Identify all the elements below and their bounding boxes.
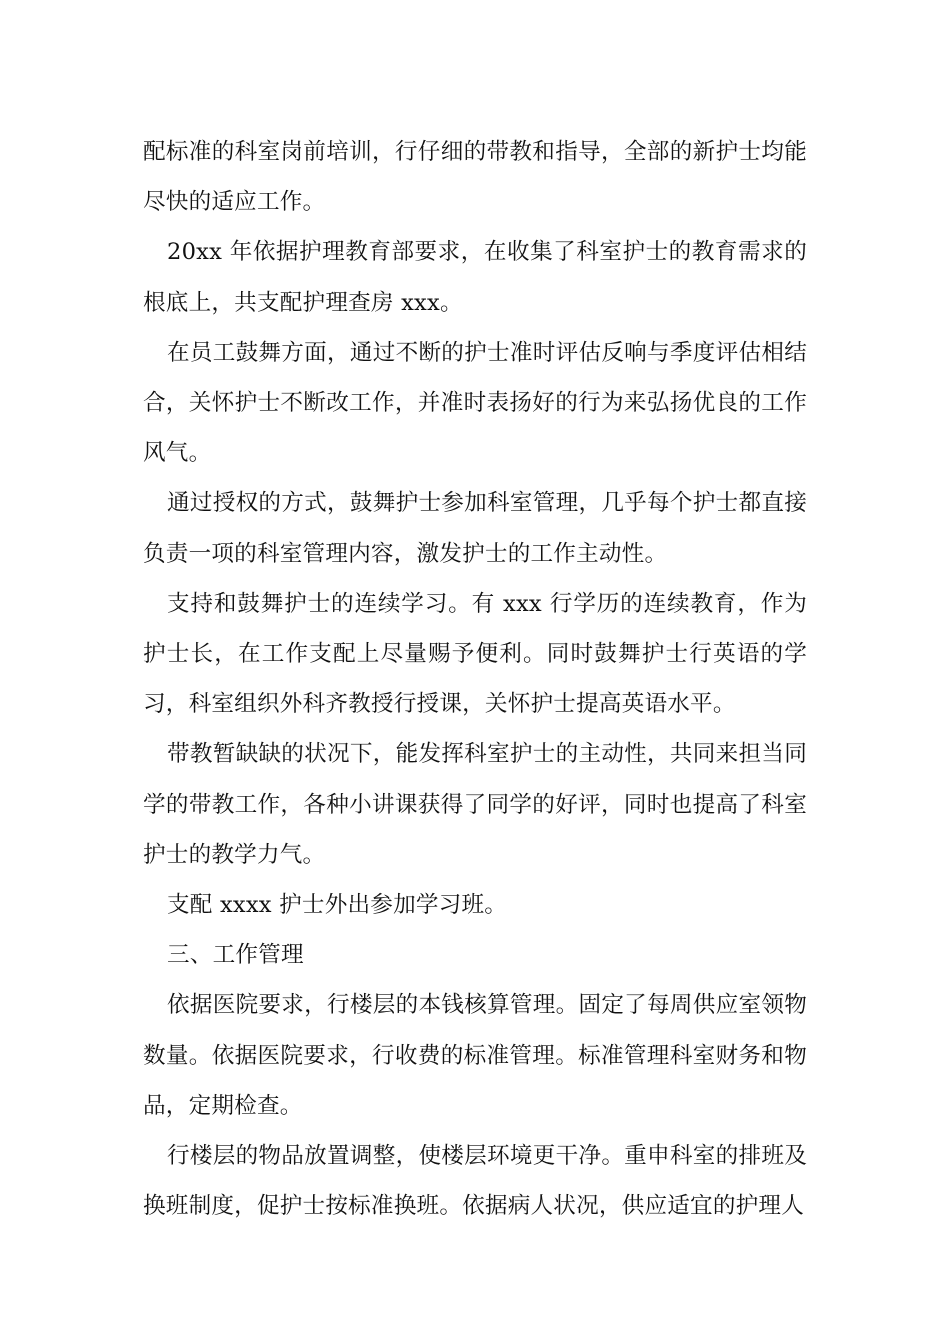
paragraph-nursing-rounds: 20xx 年依据护理教育部要求，在收集了科室护士的教育需求的根底上，共支配护理查房 xxx。 xyxy=(143,239,807,316)
paragraph-teaching: 带教暂缺缺的状况下，能发挥科室护士的主动性，共同来担当同学的带教工作，各种小讲课获得了同学的好评，同时也提高了科室护士的教学力气。 xyxy=(143,741,807,868)
paragraph-training-class: 支配 xxxx 护士外出参加学习班。 xyxy=(167,892,508,919)
paragraph-cost-management: 依据医院要求，行楼层的本钱核算管理。固定了每周供应室领物数量。依据医院要求，行收费的标准管理。标准管理科室财务和物品，定期检查。 xyxy=(143,992,807,1119)
document-body xyxy=(143,127,807,1231)
paragraph-floor-arrangement: 行楼层的物品放置调整，使楼层环境更干净。重申科室的排班及换班制度，促护士按标准换班。依据病人状况，供应适宜的护理人 xyxy=(143,1143,807,1220)
paragraph-continuing-education: 支持和鼓舞护士的连续学习。有 xxx 行学历的连续教育，作为护士长，在工作支配上尽量赐予便利。同时鼓舞护士行英语的学习，科室组织外科齐教授行授课，关怀护士提高英语水平。 xyxy=(143,590,807,718)
paragraph-continuation: 配标准的科室岗前培训，行仔细的带教和指导，全部的新护士均能尽快的适应工作。 xyxy=(143,139,807,216)
paragraph-authorization: 通过授权的方式，鼓舞护士参加科室管理，几乎每个护士都直接负责一项的科室管理内容，激发护士的工作主动性。 xyxy=(143,490,807,567)
paragraph-staff-motivation: 在员工鼓舞方面，通过不断的护士准时评估反响与季度评估相结合，关怀护士不断改工作，并准时表扬好的行为来弘扬优良的工作风气。 xyxy=(143,339,807,467)
section-heading-work-management: 三、工作管理 xyxy=(167,942,304,969)
